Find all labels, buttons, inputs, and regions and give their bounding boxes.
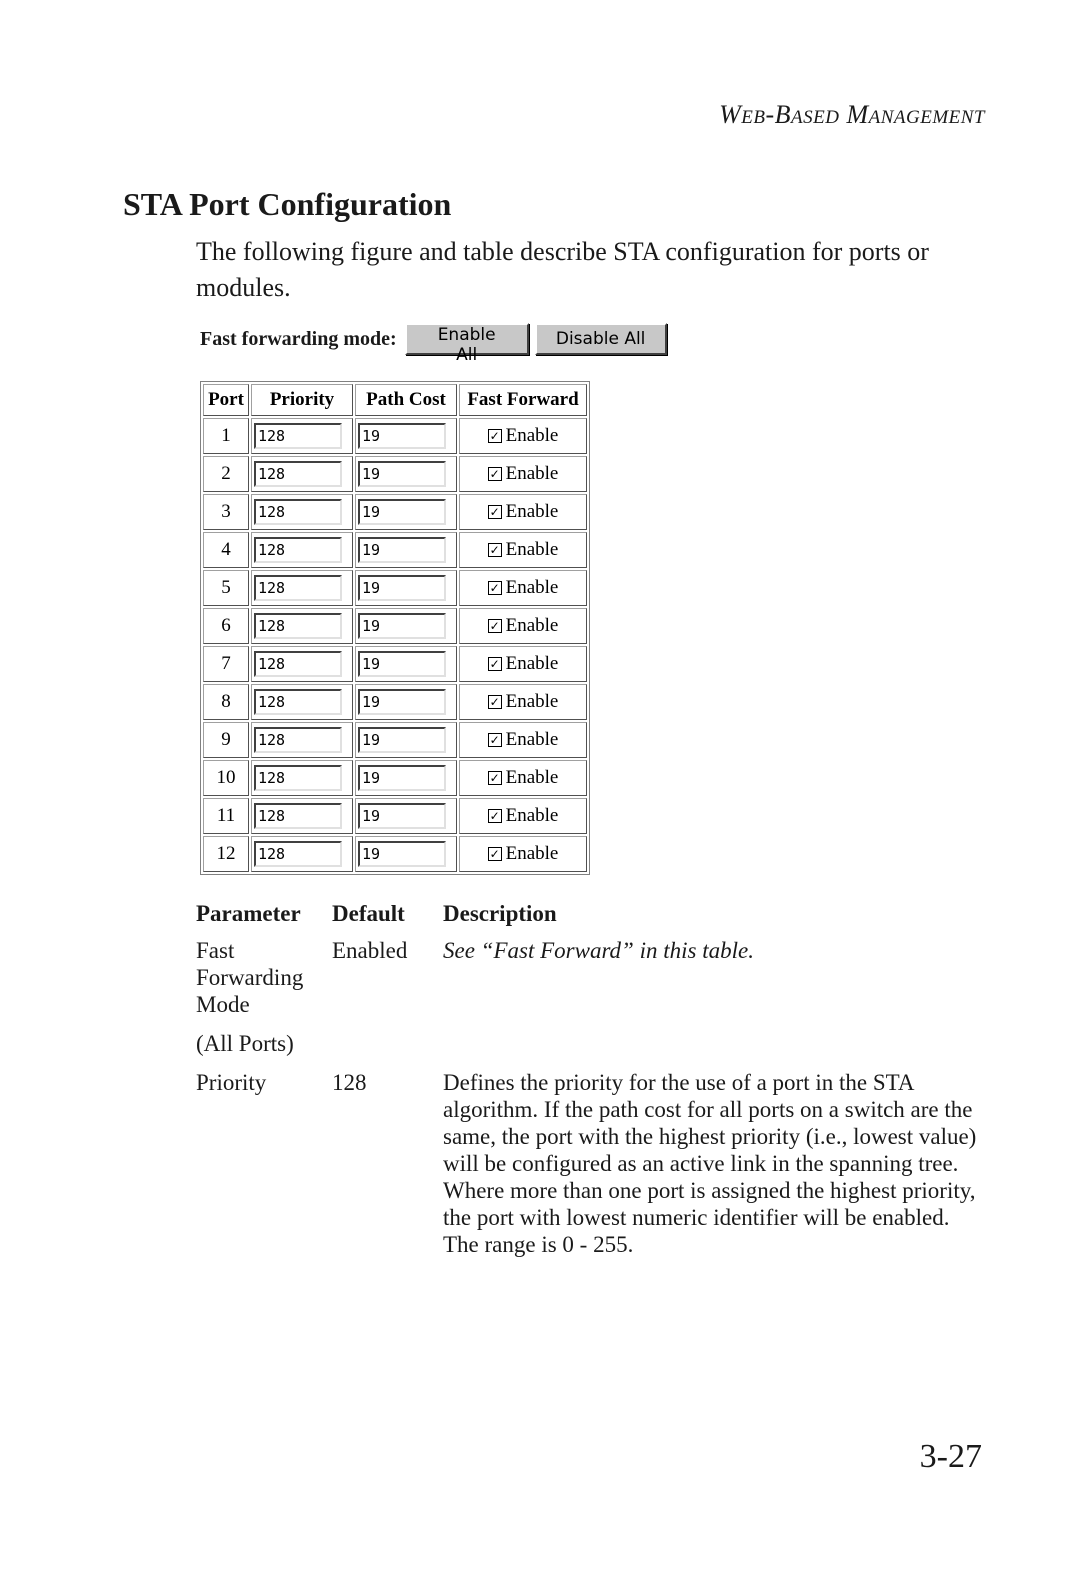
- fast-forward-cell: [459, 760, 587, 796]
- header-parameter: Parameter: [196, 901, 301, 926]
- fast-forward-checkbox[interactable]: ✓: [489, 809, 500, 823]
- header-description: Description: [443, 901, 557, 926]
- fast-forward-cell: [459, 684, 587, 720]
- table-row: [203, 798, 587, 834]
- header-default: Default: [332, 901, 405, 926]
- fast-forward-label: Enable: [505, 767, 559, 788]
- fast-forward-cell: [459, 722, 587, 758]
- parameter-table: [196, 900, 986, 1258]
- table-row: [196, 1018, 986, 1057]
- priority-cell: [251, 760, 353, 796]
- priority-input[interactable]: [254, 423, 342, 449]
- path-cost-cell: [355, 646, 457, 682]
- priority-input[interactable]: [254, 499, 342, 525]
- fast-forward-option: [460, 539, 586, 561]
- path-cost-input[interactable]: [358, 499, 446, 525]
- table-row: [203, 836, 587, 872]
- column-header-path-cost: Path Cost: [355, 384, 457, 416]
- path-cost-cell: [355, 418, 457, 454]
- param-description: See “Fast Forward” in this table.: [443, 938, 754, 963]
- port-number: 9: [203, 722, 249, 758]
- column-header-port: Port: [203, 384, 249, 416]
- priority-cell: [251, 456, 353, 492]
- fast-forward-label: Enable: [505, 501, 559, 522]
- priority-input[interactable]: [254, 727, 342, 753]
- param-description: [443, 1018, 986, 1057]
- fast-forward-option: [460, 501, 586, 523]
- param-description-range: The range is 0 - 255.: [443, 1232, 634, 1257]
- fast-forward-cell: [459, 646, 587, 682]
- priority-input[interactable]: [254, 689, 342, 715]
- running-header-part: W: [719, 100, 742, 129]
- running-header-part: ANAGEMENT: [868, 107, 985, 128]
- fast-forward-checkbox[interactable]: ✓: [489, 657, 500, 671]
- table-row: [203, 684, 587, 720]
- path-cost-input[interactable]: [358, 423, 446, 449]
- priority-input[interactable]: [254, 461, 342, 487]
- section-title: STA Port Configuration: [123, 186, 452, 222]
- priority-cell: [251, 494, 353, 530]
- param-description: [443, 1057, 986, 1258]
- fast-forward-label: Enable: [505, 729, 559, 750]
- fast-forward-option: [460, 615, 586, 637]
- path-cost-input[interactable]: [358, 651, 446, 677]
- fast-forward-label: Enable: [505, 463, 559, 484]
- param-default: 128: [332, 1070, 367, 1095]
- fast-forward-option: [460, 425, 586, 447]
- path-cost-cell: [355, 494, 457, 530]
- port-number: 7: [203, 646, 249, 682]
- fast-forward-cell: [459, 798, 587, 834]
- path-cost-input[interactable]: [358, 537, 446, 563]
- table-row: [203, 722, 587, 758]
- fast-forward-cell: [459, 456, 587, 492]
- table-row: [203, 418, 587, 454]
- fast-forward-cell: [459, 532, 587, 568]
- fast-forwarding-mode-bar: [200, 322, 673, 365]
- fast-forward-option: [460, 729, 586, 751]
- fast-forward-option: [460, 805, 586, 827]
- priority-input[interactable]: [254, 803, 342, 829]
- parameter-table-header: [196, 900, 986, 937]
- fast-forward-cell: [459, 418, 587, 454]
- intro-paragraph: The following figure and table describe STA configuration for ports or modules.: [196, 237, 929, 302]
- port-number: 4: [203, 532, 249, 568]
- fast-forward-option: [460, 843, 586, 865]
- priority-input[interactable]: [254, 613, 342, 639]
- path-cost-cell: [355, 836, 457, 872]
- priority-cell: [251, 798, 353, 834]
- priority-cell: [251, 608, 353, 644]
- priority-cell: [251, 836, 353, 872]
- fast-forward-option: [460, 767, 586, 789]
- path-cost-cell: [355, 722, 457, 758]
- port-number: 5: [203, 570, 249, 606]
- table-header-row: [203, 384, 587, 416]
- priority-cell: [251, 684, 353, 720]
- priority-cell: [251, 532, 353, 568]
- disable-all-button[interactable]: Disable All: [535, 323, 667, 355]
- path-cost-input[interactable]: [358, 765, 446, 791]
- running-header-part: ASED: [791, 107, 840, 128]
- path-cost-input[interactable]: [358, 613, 446, 639]
- path-cost-input[interactable]: [358, 575, 446, 601]
- fast-forward-checkbox[interactable]: ✓: [489, 847, 500, 861]
- column-header-fast-forward: Fast Forward: [459, 384, 587, 416]
- path-cost-cell: [355, 608, 457, 644]
- fast-forward-label: Enable: [505, 691, 559, 712]
- port-number: 2: [203, 456, 249, 492]
- table-row: [196, 1057, 986, 1258]
- port-rows: [203, 418, 587, 872]
- fast-forward-checkbox[interactable]: ✓: [489, 733, 500, 747]
- priority-input[interactable]: [254, 651, 342, 677]
- fast-forward-cell: [459, 608, 587, 644]
- table-row: [203, 456, 587, 492]
- param-name: Fast Forwarding Mode: [196, 938, 304, 1017]
- path-cost-cell: [355, 456, 457, 492]
- table-row: [196, 937, 986, 1018]
- fast-forward-checkbox[interactable]: ✓: [489, 505, 500, 519]
- sta-port-table: [200, 381, 590, 875]
- fast-forward-option: [460, 463, 586, 485]
- path-cost-input[interactable]: [358, 727, 446, 753]
- path-cost-input[interactable]: [358, 689, 446, 715]
- path-cost-cell: [355, 760, 457, 796]
- fast-forward-label: Enable: [505, 539, 559, 560]
- running-header-part: EB: [741, 107, 766, 128]
- fast-forward-cell: [459, 836, 587, 872]
- path-cost-input[interactable]: [358, 841, 446, 867]
- param-description-text: Defines the priority for the use of a port in the STA algorithm. If the path cost for all ports on a switch are the same, the port with the highest priority (i.e., lowest value) will be configured as an active link in the spanning tree. Where more than one port is assigned the highest priority, the port with lowest numeric identifier will be enabled.: [443, 1070, 977, 1230]
- priority-cell: [251, 570, 353, 606]
- port-number: 8: [203, 684, 249, 720]
- priority-input[interactable]: [254, 575, 342, 601]
- priority-cell: [251, 646, 353, 682]
- fast-forward-checkbox[interactable]: ✓: [489, 581, 500, 595]
- enable-all-button[interactable]: Enable All: [405, 323, 529, 355]
- fast-forward-label: Enable: [505, 425, 559, 446]
- fast-forward-label: Enable: [505, 805, 559, 826]
- fast-forward-option: [460, 577, 586, 599]
- table-row: [203, 646, 587, 682]
- table-row: [203, 532, 587, 568]
- fast-forward-checkbox[interactable]: ✓: [489, 695, 500, 709]
- param-name: (All Ports): [196, 1031, 294, 1056]
- fast-forward-checkbox[interactable]: ✓: [489, 543, 500, 557]
- fast-forward-checkbox[interactable]: ✓: [489, 771, 500, 785]
- table-row: [203, 494, 587, 530]
- fast-forward-label: Enable: [505, 615, 559, 636]
- running-header-part: M: [839, 100, 869, 129]
- fast-forward-label: Enable: [505, 577, 559, 598]
- port-number: 1: [203, 418, 249, 454]
- priority-cell: [251, 418, 353, 454]
- priority-input[interactable]: [254, 841, 342, 867]
- fast-forward-label: Enable: [505, 843, 559, 864]
- path-cost-input[interactable]: [358, 461, 446, 487]
- priority-input[interactable]: [254, 765, 342, 791]
- fast-forward-checkbox[interactable]: ✓: [489, 467, 500, 481]
- priority-input[interactable]: [254, 537, 342, 563]
- port-number: 6: [203, 608, 249, 644]
- fast-forward-option: [460, 691, 586, 713]
- path-cost-cell: [355, 570, 457, 606]
- port-number: 11: [203, 798, 249, 834]
- fast-forward-cell: [459, 570, 587, 606]
- param-default: Enabled: [332, 938, 408, 963]
- running-header-part: -B: [765, 100, 791, 129]
- priority-cell: [251, 722, 353, 758]
- path-cost-cell: [355, 684, 457, 720]
- path-cost-cell: [355, 798, 457, 834]
- path-cost-cell: [355, 532, 457, 568]
- fast-forwarding-mode-label: Fast forwarding mode:: [200, 327, 397, 350]
- table-row: [203, 608, 587, 644]
- param-name: Priority: [196, 1070, 267, 1095]
- table-row: [203, 760, 587, 796]
- fast-forward-checkbox[interactable]: ✓: [489, 429, 500, 443]
- fast-forward-cell: [459, 494, 587, 530]
- fast-forward-option: [460, 653, 586, 675]
- param-default: [332, 1018, 443, 1057]
- fast-forward-checkbox[interactable]: ✓: [489, 619, 500, 633]
- column-header-priority: Priority: [251, 384, 353, 416]
- port-number: 12: [203, 836, 249, 872]
- running-header: [600, 100, 985, 130]
- table-row: [203, 570, 587, 606]
- port-number: 10: [203, 760, 249, 796]
- fast-forward-label: Enable: [505, 653, 559, 674]
- path-cost-input[interactable]: [358, 803, 446, 829]
- port-number: 3: [203, 494, 249, 530]
- page-number: 3-27: [919, 1438, 982, 1475]
